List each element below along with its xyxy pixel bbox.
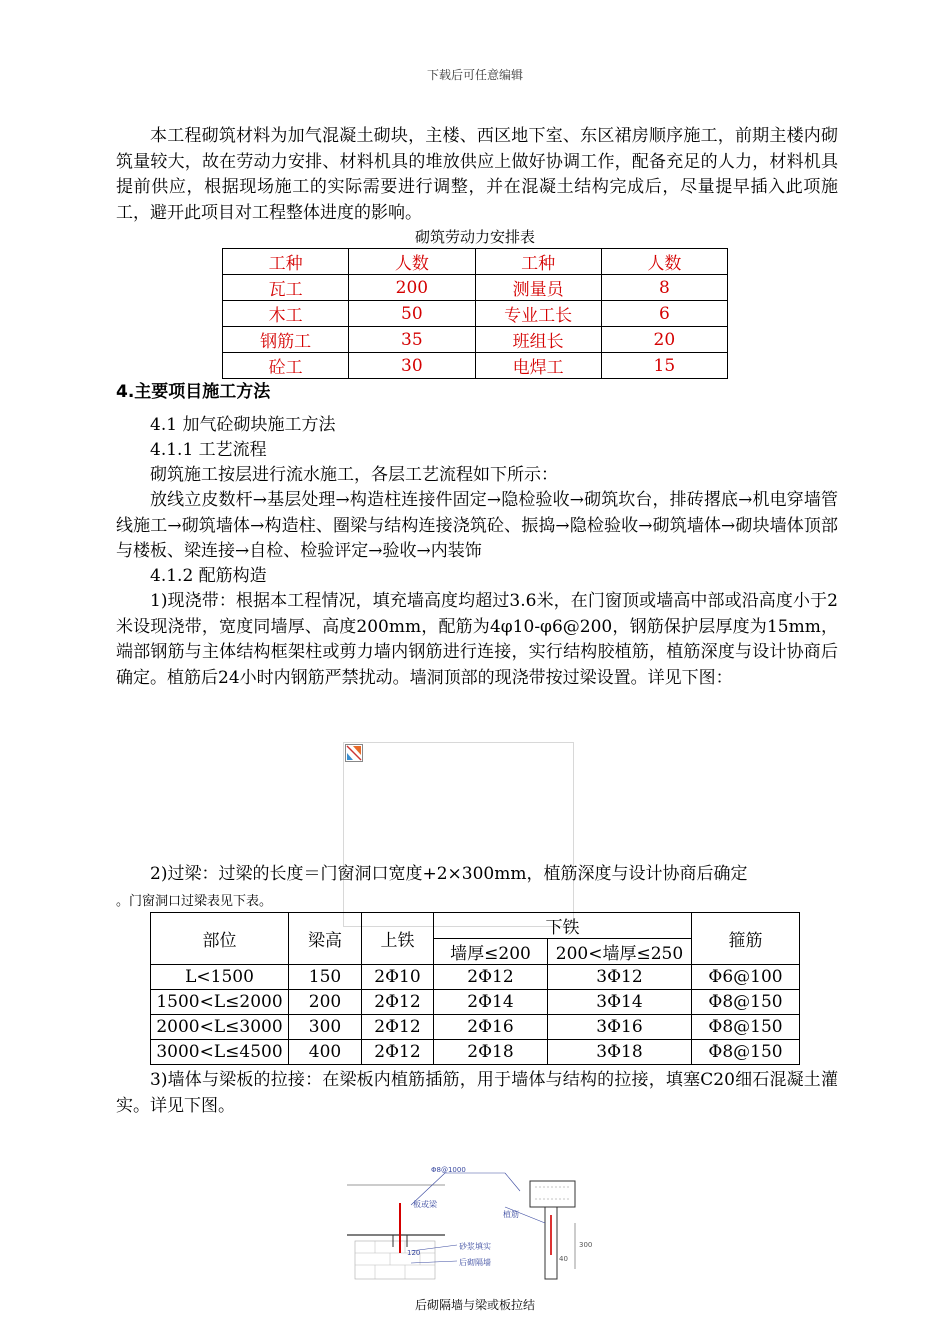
table-cell: 50 — [349, 301, 475, 327]
table-cell: 2Φ10 — [362, 965, 434, 990]
table-cell: 6 — [601, 301, 727, 327]
table-cell: 钢筋工 — [223, 327, 349, 353]
table-cell: 3000<L≤4500 — [151, 1040, 289, 1065]
table-cell: Φ8@150 — [692, 1015, 800, 1040]
table-row — [151, 990, 800, 1015]
label-wall: 后砌隔墙 — [459, 1258, 491, 1267]
header-cell: 人数 — [349, 249, 475, 275]
table-cell: Φ8@150 — [692, 990, 800, 1015]
table-cell: 砼工 — [223, 353, 349, 379]
brick-wall — [355, 1241, 435, 1279]
table-row — [223, 327, 728, 353]
table-cell: 电焊工 — [475, 353, 601, 379]
table-cell: 300 — [289, 1015, 362, 1040]
label-grout: 砂浆填实 — [459, 1242, 491, 1251]
table-cell: 200 — [289, 990, 362, 1015]
header-cell: 下铁 — [434, 913, 692, 939]
wall-tie-diagram — [345, 1165, 605, 1285]
table-cell: 2Φ12 — [362, 1015, 434, 1040]
leader-line — [505, 1173, 520, 1191]
label-300: 300 — [579, 1241, 593, 1249]
table-cell: 2Φ12 — [362, 990, 434, 1015]
table-cell: 20 — [601, 327, 727, 353]
table-cell: 木工 — [223, 301, 349, 327]
header-note: 下载后可任意编辑 — [426, 68, 523, 82]
header-cell: 人数 — [601, 249, 727, 275]
table-cell: 2Φ18 — [434, 1040, 548, 1065]
table-cell: 3Φ18 — [548, 1040, 692, 1065]
table-cell: 测量员 — [475, 275, 601, 301]
header-cell: 工种 — [475, 249, 601, 275]
table-header-row — [223, 249, 728, 275]
table-cell: 3Φ14 — [548, 990, 692, 1015]
flow-intro: 砌筑施工按层进行流水施工，各层工艺流程如下所示： — [150, 465, 558, 485]
beam-section — [530, 1181, 575, 1207]
table-cell: 150 — [289, 965, 362, 990]
table-cell: 瓦工 — [223, 275, 349, 301]
table-row — [223, 353, 728, 379]
label-slab: 板或梁 — [413, 1200, 437, 1209]
subsection-4-1-2: 4.1.2 配筋构造 — [150, 566, 267, 586]
header-cell: 箍筋 — [692, 913, 800, 965]
item-2-tail: 。门窗洞口过梁表见下表。 — [116, 894, 273, 909]
table-row — [151, 965, 800, 990]
header-cell: 梁高 — [289, 913, 362, 965]
item-1-paragraph: 1)现浇带：根据本工程情况，填充墙高度均超过3.6米，在门窗顶或墙高中部或沿高度小于2米设现浇带，宽度同墙厚、高度200mm，配筋为4φ10-φ6@200，钢筋保护层厚度为15mm，端部钢筋与主体结构框架柱或剪力墙内钢筋进行连接，实行结构胶植筋，植筋深度与设计协商后确定。植筋后24小时内钢筋严禁扰动。墙洞顶部的现浇带按过梁设置。详见下图： — [116, 591, 838, 688]
table-cell: 2000<L≤3000 — [151, 1015, 289, 1040]
table-row — [151, 1015, 800, 1040]
table-header-row — [151, 913, 800, 939]
label-rebar: 植筋 — [503, 1210, 519, 1219]
table-cell: 200 — [349, 275, 475, 301]
label-120: 120 — [407, 1249, 421, 1257]
broken-image-icon — [345, 744, 363, 762]
table-cell: Φ8@150 — [692, 1040, 800, 1065]
label-40: 40 — [559, 1255, 568, 1263]
subsection-4-1-1: 4.1.1 工艺流程 — [150, 440, 267, 460]
table-cell: 专业工长 — [475, 301, 601, 327]
lintel-table — [150, 912, 800, 1065]
table-cell: 班组长 — [475, 327, 601, 353]
table-cell: 3Φ12 — [548, 965, 692, 990]
table-cell: 400 — [289, 1040, 362, 1065]
missing-image — [343, 742, 574, 927]
table-row — [223, 275, 728, 301]
subsection-4-1: 4.1 加气砼砌块施工方法 — [150, 415, 336, 435]
labor-table-caption: 砌筑劳动力安排表 — [414, 228, 535, 246]
table-cell: L<1500 — [151, 965, 289, 990]
table-cell: 3Φ16 — [548, 1015, 692, 1040]
table-row — [151, 1040, 800, 1065]
header-cell: 工种 — [223, 249, 349, 275]
flow-text: 放线立皮数杆→基层处理→构造柱连接件固定→隐检验收→砌筑坎台，排砖撂底→机电穿墙管线施工→砌筑墙体→构造柱、圈梁与结构连接浇筑砼、振捣→隐检验收→砌筑墙体→砌块墙体顶部与楼板、梁连接→自检、检验评定→验收→内装饰 — [116, 490, 838, 561]
header-cell: 部位 — [151, 913, 289, 965]
table-cell: 30 — [349, 353, 475, 379]
table-cell: 2Φ12 — [434, 965, 548, 990]
table-cell: 8 — [601, 275, 727, 301]
table-cell: 35 — [349, 327, 475, 353]
table-cell: Φ6@100 — [692, 965, 800, 990]
table-cell: 2Φ14 — [434, 990, 548, 1015]
table-cell: 15 — [601, 353, 727, 379]
header-cell: 墙厚≤200 — [434, 939, 548, 965]
table-row — [223, 301, 728, 327]
header-cell: 上铁 — [362, 913, 434, 965]
table-cell: 2Φ12 — [362, 1040, 434, 1065]
item-3-paragraph: 3)墙体与梁板的拉接：在梁板内植筋插筋，用于墙体与结构的拉接，填塞C20细石混凝土灌实。详见下图。 — [116, 1070, 838, 1116]
diagram-caption: 后砌隔墙与梁或板拉结 — [414, 1298, 535, 1312]
section-heading: 4.主要项目施工方法 — [116, 382, 271, 402]
table-cell: 1500<L≤2000 — [151, 990, 289, 1015]
item-2-paragraph: 2)过梁：过梁的长度＝门窗洞口宽度+2×300mm，植筋深度与设计协商后确定 — [150, 864, 748, 884]
header-cell: 200<墙厚≤250 — [548, 939, 692, 965]
labor-table — [222, 248, 728, 379]
leader-line — [411, 1261, 457, 1263]
label-top: Φ8@1000 — [431, 1166, 466, 1174]
intro-paragraph: 本工程砌筑材料为加气混凝土砌块，主楼、西区地下室、东区裙房顺序施工，前期主楼内砌筑量较大，故在劳动力安排、材料机具的堆放供应上做好协调工作，配备充足的人力，材料机具提前供应，根据现场施工的实际需要进行调整，并在混凝土结构完成后，尽量提早插入此项施工，避开此项目对工程整体进度的影响。 — [116, 126, 838, 223]
table-cell: 2Φ16 — [434, 1015, 548, 1040]
